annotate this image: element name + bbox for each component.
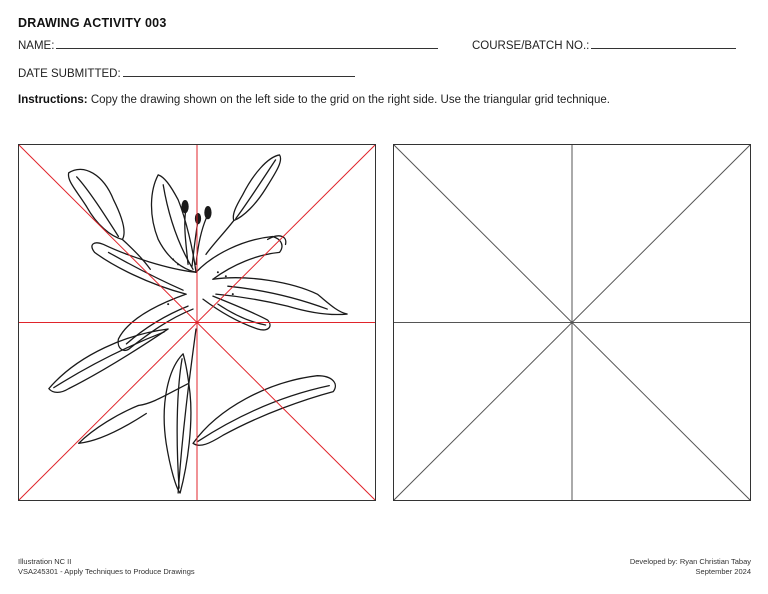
footer-left [18,557,195,576]
date-credit: September 2024 [695,566,751,576]
triangular-grid [394,145,750,500]
bud-left [68,169,124,239]
petal-lower-right [203,296,270,330]
footer-right [630,557,751,576]
petal-right-upper [196,236,282,279]
course-name: Illustration NC II [18,557,72,566]
petal-left [92,243,196,294]
developer-credit: Developed by: Ryan Christian Tabay [629,557,751,566]
course-blank-line [591,38,736,49]
instructions-text: Copy the drawing shown on the left side to the grid on the right side. Use the triangular grid technique. [87,94,610,106]
date-label: DATE SUBMITTED: [18,68,121,80]
date-field [18,66,355,80]
practice-grid-panel[interactable] [393,144,751,501]
name-label: NAME: [18,40,55,52]
reference-drawing-panel [18,144,376,501]
course-field [472,38,736,52]
lily-illustration [19,145,375,500]
leaf-left [49,329,168,392]
leaf-right [193,376,335,446]
name-blank-line [56,38,438,49]
module-code: VSA245301 - Apply Techniques to Produce Drawings [18,566,195,576]
activity-title: DRAWING ACTIVITY 003 [18,16,167,30]
instructions [18,94,610,106]
name-field [18,38,438,52]
red-grid [19,145,375,500]
stem [178,329,196,493]
petal-top [151,175,196,272]
instructions-label: Instructions: [18,94,88,106]
date-blank-line [123,66,355,77]
course-label: COURSE/BATCH NO.: [472,40,590,52]
